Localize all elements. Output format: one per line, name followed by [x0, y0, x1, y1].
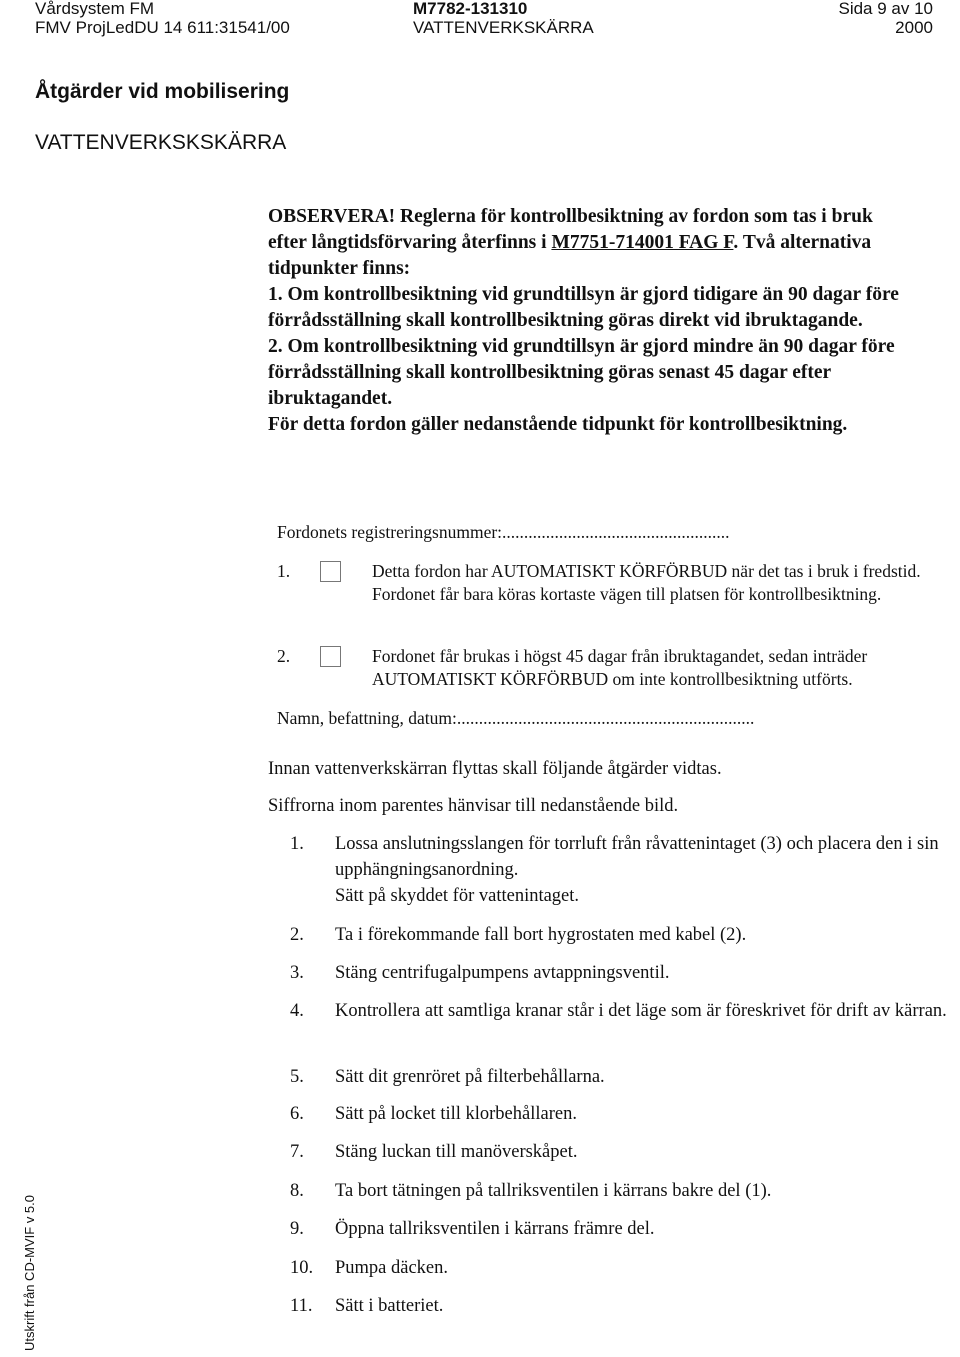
step-text: Ta bort tätningen på tallriksventilen i kärrans bakre del (1). — [335, 1181, 772, 1201]
step-number: 8. — [290, 1181, 304, 1201]
option-2-checkbox[interactable] — [320, 646, 341, 667]
page-subtitle: VATTENVERKSKSKÄRRA — [35, 131, 287, 154]
option-1-text: Detta fordon har AUTOMATISKT KÖRFÖRBUD när det tas i bruk i fredstid. Fordonet får bara köras kortaste vägen till platsen för kontrollbesiktning. — [372, 561, 921, 604]
step-number: 3. — [290, 963, 304, 983]
step-text: Ta i förekommande fall bort hygrostaten med kabel (2). — [335, 925, 747, 945]
notice-block — [268, 204, 958, 438]
step-number: 11. — [290, 1296, 313, 1316]
notice-text: . Två alternativa — [733, 232, 872, 253]
page-title: Åtgärder vid mobilisering — [35, 80, 290, 103]
registration-number-field[interactable]: Fordonets registreringsnummer:.................................................... — [277, 522, 730, 542]
step-text-extra: Sätt på skyddet för vattenintaget. — [335, 886, 580, 906]
page-number: Sida 9 av 10 — [838, 0, 933, 18]
option-2-text: Fordonet får brukas i högst 45 dagar från ibruktagandet, sedan inträder AUTOMATISKT KÖRFÖRBUD om inte kontrollbesiktning utförts. — [372, 646, 868, 689]
step-number: 4. — [290, 1001, 304, 1021]
project-id: FMV ProjLedDU 14 611:31541/00 — [35, 18, 290, 37]
step-number: 7. — [290, 1142, 304, 1162]
step-number: 1. — [290, 834, 304, 854]
step-text-main: Lossa anslutningsslangen för torrluft från råvattenintaget (3) och placera den i sin upphängningsanordning. — [335, 834, 939, 880]
step-text: Sätt i batteriet. — [335, 1296, 444, 1316]
header-year: 2000 — [895, 18, 933, 37]
intro-text: Innan vattenverkskärran flyttas skall följande åtgärder vidtas. — [268, 759, 722, 779]
option-number: 2. — [277, 646, 291, 666]
step-text: Stäng luckan till manöverskåpet. — [335, 1142, 578, 1162]
notice-line — [268, 230, 958, 256]
reference-link[interactable]: M7751-714001 FAG F — [551, 232, 734, 253]
step-text: Öppna tallriksventilen i kärrans främre del. — [335, 1219, 655, 1239]
step-text: Sätt dit grenröret på filterbehållarna. — [335, 1067, 605, 1087]
step-number: 9. — [290, 1219, 304, 1239]
notice-line: OBSERVERA! Reglerna för kontrollbesiktning av fordon som tas i bruk — [268, 206, 873, 227]
header-subject: VATTENVERKSKÄRRA — [413, 18, 594, 37]
option-1-checkbox[interactable] — [320, 561, 341, 582]
step-text: Kontrollera att samtliga kranar står i det läge som är föreskrivet för drift av kärran. — [335, 1001, 947, 1021]
name-title-date-field[interactable]: Namn, befattning, datum:.................................................................... — [277, 708, 755, 728]
option-number: 1. — [277, 561, 291, 581]
notice-text: efter långtidsförvaring återfinns i — [268, 232, 552, 253]
step-text — [335, 831, 955, 909]
step-text: Stäng centrifugalpumpens avtappningsventil. — [335, 963, 670, 983]
step-number: 2. — [290, 925, 304, 945]
step-number: 5. — [290, 1067, 304, 1087]
doc-number: M7782-131310 — [413, 0, 528, 18]
step-text: Sätt på locket till klorbehållaren. — [335, 1104, 577, 1124]
notice-item-2: 2. Om kontrollbesiktning vid grundtillsyn är gjord mindre än 90 dagar före förrådsställning skall kontrollbesiktning göras senast 45 dagar efter ibruktagandet. — [268, 336, 895, 409]
system-name: Vårdsystem FM — [35, 0, 155, 18]
step-text: Pumpa däcken. — [335, 1258, 449, 1278]
print-footer: Utskrift från CD-MVIF v 5.0 — [22, 1194, 37, 1352]
intro-note: Siffrorna inom parentes hänvisar till nedanstående bild. — [268, 796, 679, 816]
notice-closing: För detta fordon gäller nedanstående tidpunkt för kontrollbesiktning. — [268, 414, 848, 435]
notice-item-1: 1. Om kontrollbesiktning vid grundtillsyn är gjord tidigare än 90 dagar före förrådsställning skall kontrollbesiktning göras direkt vid ibruktagande. — [268, 284, 899, 331]
notice-line: tidpunkter finns: — [268, 258, 411, 279]
step-number: 6. — [290, 1104, 304, 1124]
step-number: 10. — [290, 1258, 314, 1278]
